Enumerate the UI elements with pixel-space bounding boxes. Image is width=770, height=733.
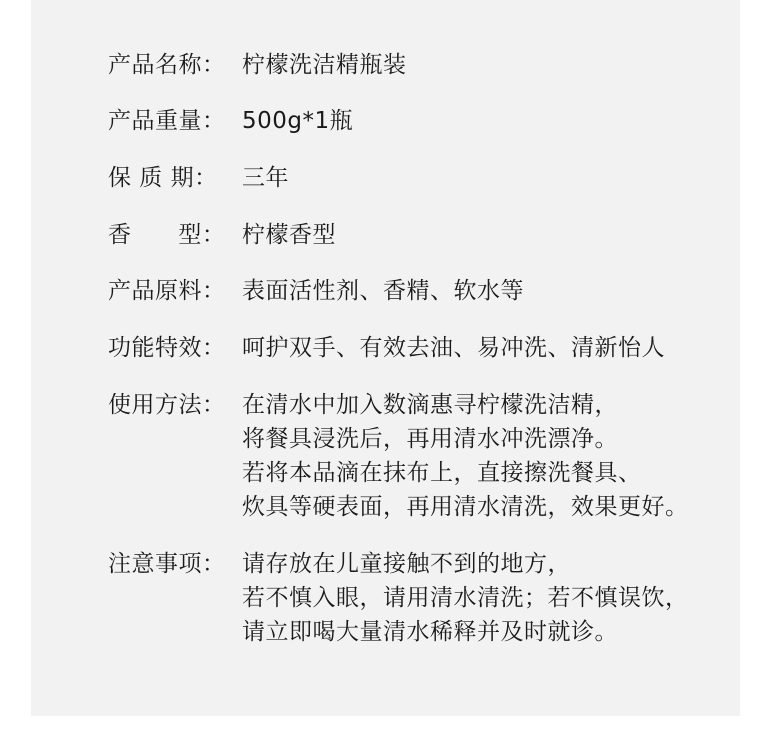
spec-value: 三年 bbox=[242, 165, 289, 191]
spec-row-precautions bbox=[108, 547, 689, 649]
spec-value: 呵护双手、有效去油、易冲洗、清新怡人 bbox=[242, 335, 665, 361]
spec-row-ingredients bbox=[108, 274, 524, 308]
spec-value-line: 若将本品滴在抹布上，直接擦洗餐具、 bbox=[242, 460, 642, 486]
spec-label: 注意事项： bbox=[108, 551, 226, 577]
spec-row-usage bbox=[108, 388, 689, 524]
spec-value-line: 请存放在儿童接触不到的地方， bbox=[242, 551, 571, 577]
spec-row-name bbox=[108, 48, 407, 82]
spec-label: 产品名称： bbox=[108, 52, 226, 78]
spec-value-line: 炊具等硬表面，再用清水清洗，效果更好。 bbox=[242, 494, 689, 520]
spec-row-shelf-life bbox=[108, 161, 289, 195]
spec-value-line: 在清水中加入数滴惠寻柠檬洗洁精， bbox=[242, 392, 618, 418]
spec-value-line: 请立即喝大量清水稀释并及时就诊。 bbox=[242, 619, 618, 645]
spec-value-line: 将餐具浸洗后，再用清水冲洗漂净。 bbox=[242, 426, 618, 452]
spec-label: 产品原料： bbox=[108, 278, 226, 304]
spec-value-line: 若不慎入眼，请用清水清洗；若不慎误饮， bbox=[242, 585, 689, 611]
spec-row-features bbox=[108, 331, 665, 365]
spec-row-scent bbox=[108, 218, 336, 252]
spec-label: 功能特效： bbox=[108, 335, 226, 361]
spec-label: 保 质 期： bbox=[108, 165, 218, 191]
spec-label: 香 型： bbox=[108, 222, 226, 248]
spec-label: 产品重量： bbox=[108, 108, 226, 134]
spec-row-weight bbox=[108, 104, 353, 138]
spec-value: 柠檬香型 bbox=[242, 222, 336, 248]
spec-value: 表面活性剂、香精、软水等 bbox=[242, 278, 524, 304]
spec-value: 500g*1瓶 bbox=[242, 108, 354, 134]
spec-value: 柠檬洗洁精瓶装 bbox=[242, 52, 407, 78]
spec-label: 使用方法： bbox=[108, 392, 226, 418]
